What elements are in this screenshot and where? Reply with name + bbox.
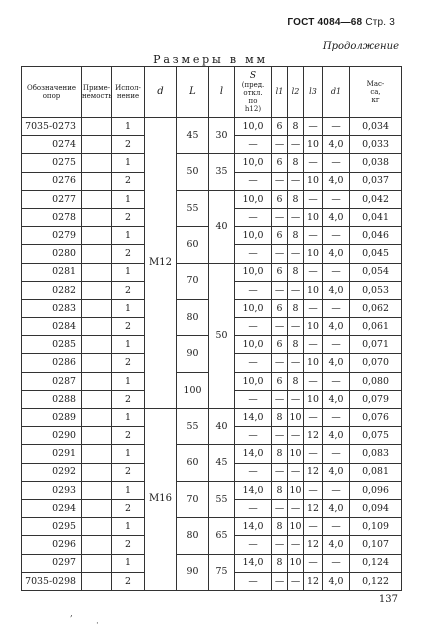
length-L-cell: 60: [177, 227, 209, 263]
col-l: l: [209, 67, 235, 118]
table-row: [22, 154, 402, 172]
mass-cell: 0,079: [350, 390, 402, 408]
l1-cell: —: [272, 427, 288, 445]
application-cell: [82, 372, 112, 390]
execution-cell: 2: [112, 354, 145, 372]
length-L-cell: 80: [177, 518, 209, 554]
l3-cell: 10: [304, 172, 323, 190]
l2-cell: 8: [288, 299, 304, 317]
d1-cell: —: [323, 409, 350, 427]
designation-cell: 0277: [22, 190, 82, 208]
d1-cell: 4,0: [323, 172, 350, 190]
mass-cell: 0,070: [350, 354, 402, 372]
s-cell: 10,0: [235, 299, 272, 317]
mass-cell: 0,075: [350, 427, 402, 445]
l3-cell: 10: [304, 136, 323, 154]
l1-cell: 8: [272, 409, 288, 427]
designation-cell: 0282: [22, 281, 82, 299]
l2-cell: —: [288, 427, 304, 445]
l3-cell: —: [304, 554, 323, 572]
s-cell: —: [235, 572, 272, 590]
mass-cell: 0,033: [350, 136, 402, 154]
application-cell: [82, 190, 112, 208]
l2-cell: —: [288, 172, 304, 190]
l3-cell: 10: [304, 318, 323, 336]
l2-cell: 8: [288, 372, 304, 390]
designation-cell: 7035-0298: [22, 572, 82, 590]
sizes-caption: Размеры в мм: [153, 53, 268, 66]
designation-cell: 0279: [22, 227, 82, 245]
l1-cell: 8: [272, 518, 288, 536]
continuation-note: Продолжение: [322, 41, 399, 52]
execution-cell: 1: [112, 445, 145, 463]
col-L: L: [177, 67, 209, 118]
table-row: [22, 263, 402, 281]
l3-cell: 10: [304, 281, 323, 299]
application-cell: [82, 390, 112, 408]
mass-cell: 0,045: [350, 245, 402, 263]
designation-cell: 0285: [22, 336, 82, 354]
designation-cell: 0292: [22, 463, 82, 481]
mass-cell: 0,096: [350, 481, 402, 499]
application-cell: [82, 263, 112, 281]
designation-cell: 0295: [22, 518, 82, 536]
length-L-cell: 90: [177, 554, 209, 590]
l3-cell: —: [304, 445, 323, 463]
length-L-cell: 50: [177, 154, 209, 190]
execution-cell: 1: [112, 409, 145, 427]
table-row: [22, 518, 402, 536]
d1-cell: —: [323, 263, 350, 281]
l2-cell: —: [288, 499, 304, 517]
s-cell: 10,0: [235, 154, 272, 172]
execution-cell: 1: [112, 299, 145, 317]
designation-cell: 0278: [22, 208, 82, 226]
application-cell: [82, 572, 112, 590]
l2-cell: —: [288, 136, 304, 154]
l3-cell: —: [304, 190, 323, 208]
application-cell: [82, 427, 112, 445]
d1-cell: 4,0: [323, 463, 350, 481]
execution-cell: 2: [112, 136, 145, 154]
mass-cell: 0,041: [350, 208, 402, 226]
l3-cell: —: [304, 372, 323, 390]
l2-cell: 10: [288, 409, 304, 427]
col-d1: d1: [323, 67, 350, 118]
s-cell: 10,0: [235, 263, 272, 281]
col-execution: Испол- нение: [112, 67, 145, 118]
l3-cell: —: [304, 518, 323, 536]
application-cell: [82, 445, 112, 463]
l1-cell: —: [272, 536, 288, 554]
l2-cell: 10: [288, 481, 304, 499]
s-cell: —: [235, 136, 272, 154]
execution-cell: 2: [112, 572, 145, 590]
mass-cell: 0,038: [350, 154, 402, 172]
length-L-cell: 70: [177, 263, 209, 299]
thread-d-cell: M12: [145, 118, 177, 409]
application-cell: [82, 208, 112, 226]
l2-cell: 10: [288, 445, 304, 463]
mass-cell: 0,080: [350, 372, 402, 390]
l2-cell: —: [288, 536, 304, 554]
d1-cell: 4,0: [323, 136, 350, 154]
execution-cell: 2: [112, 390, 145, 408]
l3-cell: 12: [304, 572, 323, 590]
execution-cell: 2: [112, 318, 145, 336]
l1-cell: —: [272, 281, 288, 299]
d1-cell: —: [323, 554, 350, 572]
table-row: [22, 481, 402, 499]
s-cell: —: [235, 281, 272, 299]
s-cell: 10,0: [235, 227, 272, 245]
l3-cell: 10: [304, 208, 323, 226]
designation-cell: 0289: [22, 409, 82, 427]
d1-cell: —: [323, 518, 350, 536]
l1-cell: —: [272, 572, 288, 590]
designation-cell: 0291: [22, 445, 82, 463]
l1-cell: 6: [272, 118, 288, 136]
execution-cell: 1: [112, 263, 145, 281]
l3-cell: —: [304, 336, 323, 354]
designation-cell: 0286: [22, 354, 82, 372]
l3-cell: —: [304, 118, 323, 136]
l2-cell: —: [288, 208, 304, 226]
col-s: S (пред. откл. по h12): [235, 67, 272, 118]
thread-d-cell: M16: [145, 409, 177, 591]
l1-cell: 6: [272, 190, 288, 208]
l2-cell: —: [288, 354, 304, 372]
l2-cell: 10: [288, 554, 304, 572]
d1-cell: —: [323, 118, 350, 136]
length-l-cell: 75: [209, 554, 235, 590]
mass-cell: 0,124: [350, 554, 402, 572]
mass-cell: 0,122: [350, 572, 402, 590]
execution-cell: 1: [112, 481, 145, 499]
l1-cell: 6: [272, 299, 288, 317]
mass-cell: 0,081: [350, 463, 402, 481]
l2-cell: 8: [288, 154, 304, 172]
l2-cell: —: [288, 318, 304, 336]
length-L-cell: 45: [177, 118, 209, 154]
l2-cell: 8: [288, 227, 304, 245]
l1-cell: —: [272, 463, 288, 481]
s-cell: 10,0: [235, 336, 272, 354]
s-cell: —: [235, 463, 272, 481]
d1-cell: —: [323, 336, 350, 354]
l1-cell: —: [272, 390, 288, 408]
s-cell: 14,0: [235, 481, 272, 499]
l2-cell: —: [288, 245, 304, 263]
d1-cell: 4,0: [323, 208, 350, 226]
designation-cell: 0274: [22, 136, 82, 154]
application-cell: [82, 299, 112, 317]
col-designation: Обозначение опор: [22, 67, 82, 118]
application-cell: [82, 318, 112, 336]
s-cell: 10,0: [235, 190, 272, 208]
length-l-cell: 30: [209, 118, 235, 154]
execution-cell: 2: [112, 208, 145, 226]
mass-cell: 0,046: [350, 227, 402, 245]
application-cell: [82, 245, 112, 263]
l3-cell: —: [304, 409, 323, 427]
application-cell: [82, 554, 112, 572]
l2-cell: 8: [288, 190, 304, 208]
table-row: [22, 554, 402, 572]
application-cell: [82, 336, 112, 354]
dimensions-table: [21, 66, 402, 591]
s-cell: —: [235, 245, 272, 263]
mass-cell: 0,076: [350, 409, 402, 427]
execution-cell: 2: [112, 427, 145, 445]
l1-cell: —: [272, 245, 288, 263]
designation-cell: 0280: [22, 245, 82, 263]
length-L-cell: 90: [177, 336, 209, 372]
standard-number: ГОСТ 4084—68: [287, 17, 363, 28]
header-row: [22, 67, 402, 118]
application-cell: [82, 499, 112, 517]
execution-cell: 2: [112, 245, 145, 263]
execution-cell: 2: [112, 499, 145, 517]
execution-cell: 2: [112, 172, 145, 190]
mass-cell: 0,107: [350, 536, 402, 554]
l3-cell: 12: [304, 499, 323, 517]
application-cell: [82, 281, 112, 299]
mass-cell: 0,054: [350, 263, 402, 281]
l3-cell: 10: [304, 390, 323, 408]
length-L-cell: 55: [177, 190, 209, 226]
designation-cell: 0284: [22, 318, 82, 336]
l1-cell: 8: [272, 445, 288, 463]
col-l1: l1: [272, 67, 288, 118]
s-cell: 10,0: [235, 372, 272, 390]
application-cell: [82, 409, 112, 427]
d1-cell: —: [323, 227, 350, 245]
s-cell: 14,0: [235, 445, 272, 463]
designation-cell: 0293: [22, 481, 82, 499]
table-row: [22, 190, 402, 208]
l2-cell: 8: [288, 336, 304, 354]
l1-cell: —: [272, 354, 288, 372]
designation-cell: 0294: [22, 499, 82, 517]
d1-cell: 4,0: [323, 390, 350, 408]
length-L-cell: 100: [177, 372, 209, 408]
col-d: d: [145, 67, 177, 118]
execution-cell: 1: [112, 372, 145, 390]
l2-cell: 8: [288, 118, 304, 136]
mass-cell: 0,062: [350, 299, 402, 317]
d1-cell: 4,0: [323, 427, 350, 445]
table-row: [22, 118, 402, 136]
execution-cell: 2: [112, 463, 145, 481]
page-label: Стр. 3: [365, 17, 395, 28]
l2-cell: 8: [288, 263, 304, 281]
l3-cell: 12: [304, 463, 323, 481]
mass-cell: 0,037: [350, 172, 402, 190]
l3-cell: 12: [304, 536, 323, 554]
l3-cell: —: [304, 227, 323, 245]
s-cell: —: [235, 499, 272, 517]
l3-cell: 12: [304, 427, 323, 445]
d1-cell: —: [323, 481, 350, 499]
length-l-cell: 35: [209, 154, 235, 190]
mass-cell: 0,034: [350, 118, 402, 136]
length-l-cell: 55: [209, 481, 235, 517]
s-cell: —: [235, 427, 272, 445]
col-application: Приме- немость: [82, 67, 112, 118]
l1-cell: —: [272, 208, 288, 226]
execution-cell: 1: [112, 118, 145, 136]
l1-cell: 6: [272, 227, 288, 245]
l1-cell: —: [272, 172, 288, 190]
l1-cell: 6: [272, 336, 288, 354]
d1-cell: 4,0: [323, 245, 350, 263]
length-l-cell: 50: [209, 263, 235, 409]
d1-cell: 4,0: [323, 536, 350, 554]
length-l-cell: 65: [209, 518, 235, 554]
l1-cell: —: [272, 136, 288, 154]
l3-cell: 10: [304, 245, 323, 263]
designation-cell: 0283: [22, 299, 82, 317]
execution-cell: 1: [112, 518, 145, 536]
length-L-cell: 70: [177, 481, 209, 517]
length-L-cell: 55: [177, 409, 209, 445]
s-cell: —: [235, 354, 272, 372]
l1-cell: 6: [272, 154, 288, 172]
execution-cell: 1: [112, 227, 145, 245]
length-l-cell: 45: [209, 445, 235, 481]
col-l2: l2: [288, 67, 304, 118]
d1-cell: 4,0: [323, 318, 350, 336]
d1-cell: —: [323, 190, 350, 208]
mass-cell: 0,053: [350, 281, 402, 299]
page-number: 137: [378, 594, 398, 605]
d1-cell: 4,0: [323, 572, 350, 590]
l1-cell: 6: [272, 372, 288, 390]
l3-cell: —: [304, 299, 323, 317]
s-cell: —: [235, 318, 272, 336]
length-l-cell: 40: [209, 409, 235, 445]
mass-cell: 0,042: [350, 190, 402, 208]
application-cell: [82, 118, 112, 136]
mass-cell: 0,094: [350, 499, 402, 517]
l3-cell: —: [304, 154, 323, 172]
l2-cell: —: [288, 463, 304, 481]
l1-cell: —: [272, 318, 288, 336]
l2-cell: —: [288, 572, 304, 590]
execution-cell: 1: [112, 336, 145, 354]
s-cell: —: [235, 172, 272, 190]
execution-cell: 1: [112, 190, 145, 208]
designation-cell: 0296: [22, 536, 82, 554]
d1-cell: —: [323, 154, 350, 172]
designation-cell: 0297: [22, 554, 82, 572]
d1-cell: 4,0: [323, 499, 350, 517]
application-cell: [82, 227, 112, 245]
application-cell: [82, 463, 112, 481]
designation-cell: 0281: [22, 263, 82, 281]
application-cell: [82, 154, 112, 172]
mass-cell: 0,061: [350, 318, 402, 336]
l3-cell: —: [304, 481, 323, 499]
designation-cell: 0287: [22, 372, 82, 390]
designation-cell: 0288: [22, 390, 82, 408]
d1-cell: —: [323, 372, 350, 390]
designation-cell: 0290: [22, 427, 82, 445]
d1-cell: —: [323, 445, 350, 463]
application-cell: [82, 172, 112, 190]
s-cell: 14,0: [235, 554, 272, 572]
application-cell: [82, 536, 112, 554]
execution-cell: 1: [112, 554, 145, 572]
s-cell: —: [235, 208, 272, 226]
mass-cell: 0,083: [350, 445, 402, 463]
designation-cell: 0275: [22, 154, 82, 172]
table-body: [22, 118, 402, 591]
d1-cell: 4,0: [323, 281, 350, 299]
l1-cell: 8: [272, 554, 288, 572]
length-l-cell: 40: [209, 190, 235, 263]
l1-cell: 6: [272, 263, 288, 281]
length-L-cell: 80: [177, 299, 209, 335]
d1-cell: 4,0: [323, 354, 350, 372]
execution-cell: 2: [112, 281, 145, 299]
l2-cell: —: [288, 390, 304, 408]
l2-cell: —: [288, 281, 304, 299]
s-cell: —: [235, 536, 272, 554]
execution-cell: 1: [112, 154, 145, 172]
col-mass: Мас- са, кг: [350, 67, 402, 118]
col-l3: l3: [304, 67, 323, 118]
execution-cell: 2: [112, 536, 145, 554]
d1-cell: —: [323, 299, 350, 317]
l3-cell: 10: [304, 354, 323, 372]
application-cell: [82, 518, 112, 536]
designation-cell: 0276: [22, 172, 82, 190]
application-cell: [82, 481, 112, 499]
mass-cell: 0,071: [350, 336, 402, 354]
scan-mark: ·: [96, 619, 99, 629]
s-cell: 14,0: [235, 409, 272, 427]
s-cell: —: [235, 390, 272, 408]
page-header: [287, 17, 395, 28]
length-L-cell: 60: [177, 445, 209, 481]
application-cell: [82, 136, 112, 154]
l1-cell: —: [272, 499, 288, 517]
mass-cell: 0,109: [350, 518, 402, 536]
designation-cell: 7035-0273: [22, 118, 82, 136]
table-row: [22, 409, 402, 427]
scan-mark: ,: [70, 609, 73, 619]
l3-cell: —: [304, 263, 323, 281]
s-cell: 14,0: [235, 518, 272, 536]
s-cell: 10,0: [235, 118, 272, 136]
table-row: [22, 445, 402, 463]
l2-cell: 10: [288, 518, 304, 536]
application-cell: [82, 354, 112, 372]
l1-cell: 8: [272, 481, 288, 499]
